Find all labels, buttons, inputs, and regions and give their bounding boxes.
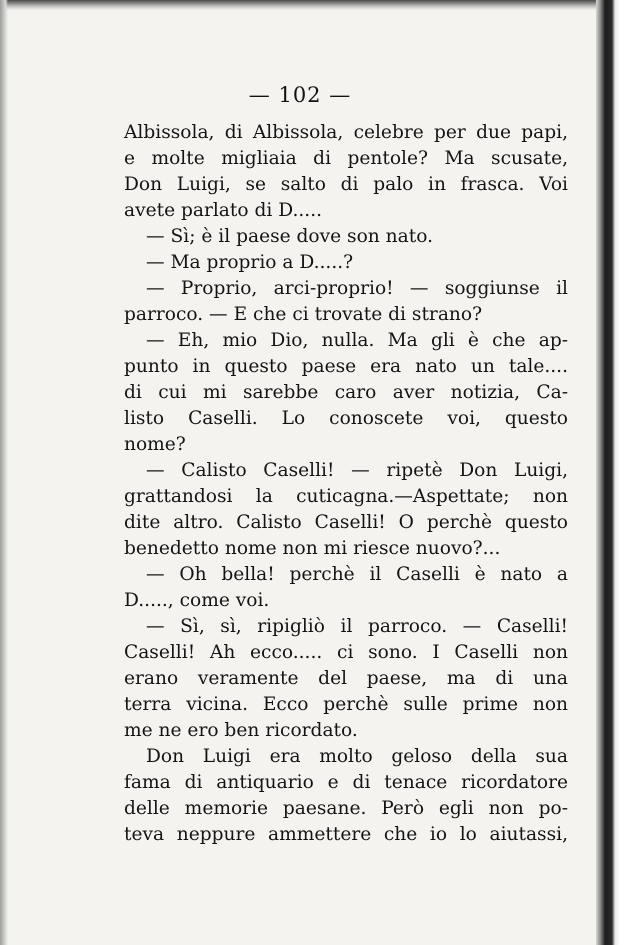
page-left-edge (0, 0, 8, 945)
text-line: di cui mi sarebbe caro aver notizia, Ca- (124, 382, 568, 403)
text-line: punto in questo paese era nato un tale.... (124, 356, 568, 377)
text-line: erano veramente del paese, ma di una (124, 668, 568, 689)
text-line: nome? (124, 434, 186, 455)
text-line: Don Luigi, se salto di palo in frasca. Voi (124, 174, 568, 195)
body-text (124, 120, 568, 848)
text-line: delle memorie paesane. Però egli non po- (124, 798, 568, 819)
text-line: — Proprio, arci-proprio! — soggiunse il (146, 278, 568, 299)
text-line: — Sì, sì, ripigliò il parroco. — Caselli! (146, 616, 568, 637)
text-line: — Oh bella! perchè il Caselli è nato a (146, 564, 568, 585)
text-line: benedetto nome non mi riesce nuovo?... (124, 538, 501, 559)
page-top-edge (0, 0, 634, 10)
text-line: avete parlato di D..... (124, 200, 323, 221)
text-line: teva neppure ammettere che io lo aiutassi, (124, 824, 568, 845)
text-line: fama di antiquario e di tenace ricordatore (124, 772, 568, 793)
text-line: — Sì; è il paese dove son nato. (146, 226, 433, 247)
text-line: me ne ero ben ricordato. (124, 720, 358, 741)
text-line: listo Caselli. Lo conoscete voi, questo (124, 408, 568, 429)
text-line: grattandosi la cuticagna.—Aspettate; non (124, 486, 568, 507)
text-line: — Ma proprio a D.....? (146, 252, 354, 273)
text-line: dite altro. Calisto Caselli! O perchè questo (124, 512, 568, 533)
text-line: parroco. — E che ci trovate di strano? (124, 304, 483, 325)
text-line: terra vicina. Ecco perchè sulle prime non (124, 694, 568, 715)
text-line: e molte migliaia di pentole? Ma scusate, (124, 148, 568, 169)
text-line: Caselli! Ah ecco..... ci sono. I Caselli non (124, 642, 568, 663)
text-line: D....., come voi. (124, 590, 270, 611)
page-number: — 102 — (248, 83, 352, 107)
text-line: Don Luigi era molto geloso della sua (146, 746, 568, 767)
text-line: — Eh, mio Dio, nulla. Ma gli è che ap- (146, 330, 568, 351)
text-line: Albissola, di Albissola, celebre per due papi, (124, 122, 568, 143)
text-line: — Calisto Caselli! — ripetè Don Luigi, (146, 460, 568, 481)
book-spine-shadow (596, 0, 634, 945)
